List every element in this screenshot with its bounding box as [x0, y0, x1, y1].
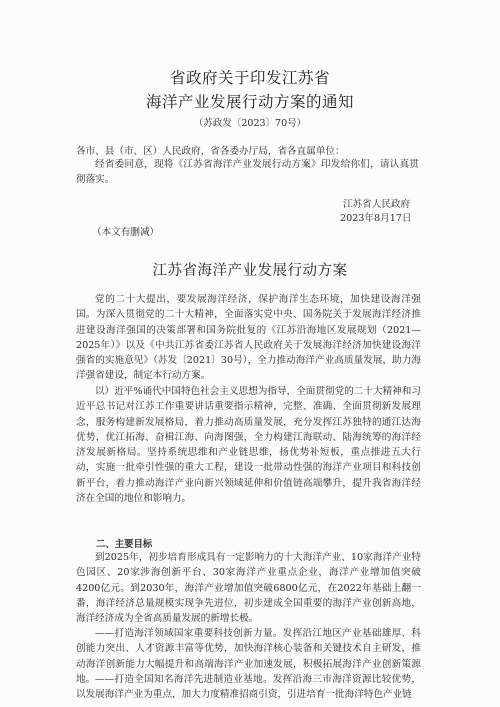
plan-guiding-paragraph: 以）近平%诵代中国特色社会主义思想为指导，全面贯彻党的二十大精神和习近平总书记对江苏工作重要讲话重要指示精神，完整、准确、全面贯彻新发展理念，服务构建新发展格局，着力推动高质量发展，充分发挥江苏独特的通江达海优势，优江拓海、奋楫江海、向海图强，全力构建江海联动、陆海统筹的海洋经济发展新格局。坚持系统思维和产业链思维，扬优势补短板，重点推进五大行动，实施一批牵引性强的重大工程，建设一批带动性强的海洋产业项目和科技创新平台，着力推动海洋产业向新兴领域延伸和价值链高端攀升，提升我省海洋经济在全国的地位和影响力。: [76, 386, 421, 505]
plan-item-tech-innovation: ——打造海洋领域国家重要科技创新力量。发挥沿江地区产业基础雄厚、科创能力突出、人才资源丰富等优势，加快海洋核心装备和关键技术自主研发，推动海洋创新能力大幅提升和高端海洋产业加速发展，积极拓展海洋产业创新策源地。: [76, 628, 421, 685]
plan-goals-paragraph: 到2025年，初步培育形成具有一定影响力的十大海洋产业、10家海洋产业特色园区、20家涉海创新平台、30家海洋产业重点企业，海洋产业增加值突破4200亿元。到2030年，海洋产业增加值突破6800亿元，在2022年基础上翻一番，海洋经济总量规模实现争先进位，初步建成全国重要的海洋产业创新高地，海洋经济成为全省高质量发展的新增长极。: [76, 552, 421, 625]
section-heading-main-goals: 二、主要目标: [96, 539, 153, 550]
notice-body: 经省委同意，现将《江苏省海洋产业发展行动方案》印发给你们，请认真贯彻落实。: [76, 159, 419, 186]
plan-intro-paragraph: 党的二十大提出，要发展海洋经济，保护海洋生态环境，加快建设海洋强国。为深入贯彻党的二十大精神，全面落实党中央、国务院关于发展海洋经济推进建设海洋强国的决策部署和国务院批复的《江苏沿海地区发展规划（2021—2025年）》以及《中共江苏省委江苏省人民政府关于发展海洋经济加快建设海洋强省的实施意见》（苏发〔2021〕30号），全力推动海洋产业高质量发展，助力海洋强省建设，制定本行动方案。: [76, 294, 421, 382]
notice-doc-number: （苏政发〔2023〕70号）: [193, 118, 307, 129]
notice-deletion-note: （本文有删减）: [92, 227, 160, 238]
notice-title-line2: 海洋产业发展行动方案的通知: [145, 93, 354, 111]
notice-title-line1: 省政府关于印发江苏省: [169, 69, 330, 87]
plan-title: 江苏省海洋产业发展行动方案: [152, 263, 348, 279]
notice-date: 2023年8月17日: [340, 213, 412, 224]
notice-addressee: 各市、县（市、区）人民政府，省各委办厅局，省各直属单位：: [76, 146, 345, 157]
plan-item-advanced-manufacturing: ——打造全国知名海洋先进制造业基地。发挥沿海三市海洋资源比较优势，以发展海洋产业为重点，加大力度精准招商引资，引进培育一批海洋特色产业链: [76, 674, 421, 701]
notice-issuer: 江苏省人民政府: [343, 199, 411, 210]
